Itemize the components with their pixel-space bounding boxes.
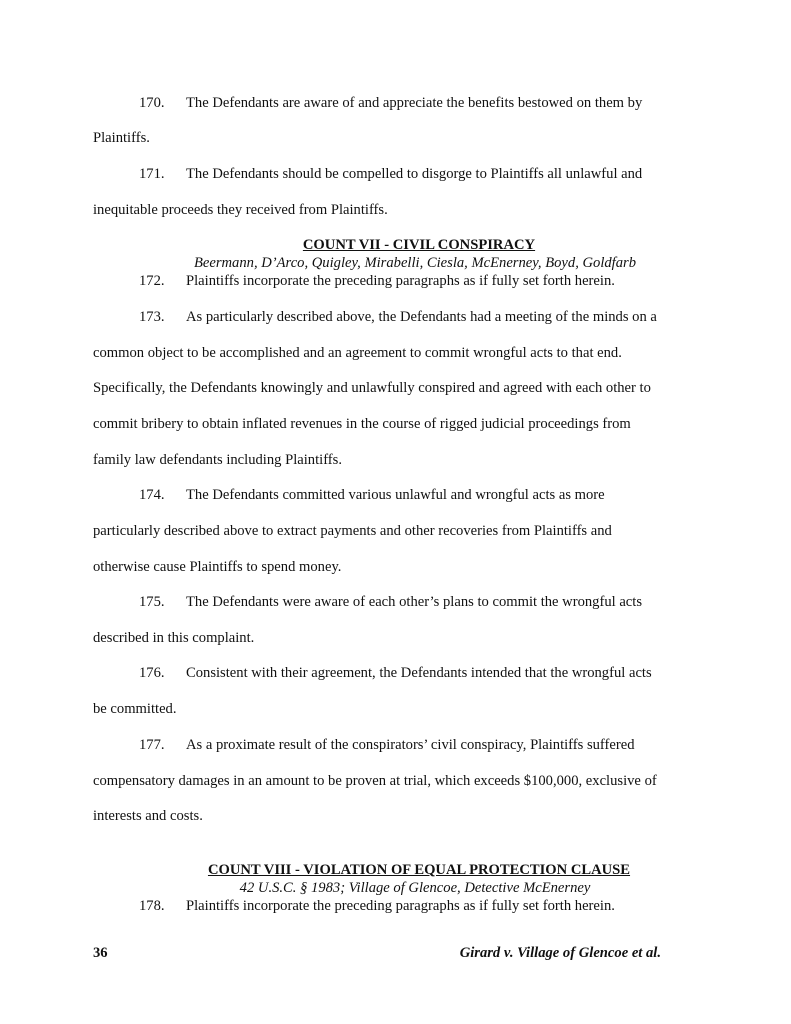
paragraph-170-line-1 [139,94,642,112]
paragraph-text: The Defendants committed various unlawful and wrongful acts as more [186,487,605,503]
paragraph-text: As particularly described above, the Defendants had a meeting of the minds on a [186,309,657,325]
paragraph-text: Consistent with their agreement, the Defendants intended that the wrongful acts [186,665,652,681]
paragraph-178-line-1 [139,897,615,915]
paragraph-text: The Defendants should be compelled to disgorge to Plaintiffs all unlawful and [186,166,643,182]
count-viii-parties: ; Village of Glencoe, Detective McEnerney [340,880,591,896]
count-vii-heading: COUNT VII - CIVIL CONSPIRACY [302,237,536,253]
paragraph-number: 174. [139,487,165,503]
paragraph-171-line-2: inequitable proceeds they received from Plaintiffs. [93,202,388,218]
paragraph-174-line-2: particularly described above to extract payments and other recoveries from Plaintiffs and [93,523,612,539]
paragraph-173-line-4: commit bribery to obtain inflated revenues in the course of rigged judicial proceedings from [93,416,631,432]
paragraph-173-line-3: Specifically, the Defendants knowingly and unlawfully conspired and agreed with each other to [93,380,651,396]
paragraph-text: Plaintiffs incorporate the preceding paragraphs as if fully set forth herein. [186,273,615,289]
paragraph-177-line-3: interests and costs. [93,808,203,824]
case-caption: Girard v. Village of Glencoe et al. [459,945,661,961]
paragraph-number: 172. [139,273,165,289]
paragraph-text: The Defendants were aware of each other’s plans to commit the wrongful acts [186,594,643,610]
paragraph-170-line-2: Plaintiffs. [93,130,150,146]
paragraph-174-line-1 [139,486,605,504]
paragraph-text: As a proximate result of the conspirators’ civil conspiracy, Plaintiffs suffered [186,737,635,753]
paragraph-175-line-2: described in this complaint. [93,630,255,646]
count-viii-subheading [0,879,791,897]
paragraph-number: 171. [139,166,165,182]
paragraph-number: 173. [139,309,165,325]
paragraph-176-line-1 [139,664,652,682]
paragraph-text: The Defendants are aware of and appreciate the benefits bestowed on them by [186,95,643,111]
paragraph-173-line-1 [139,308,657,326]
paragraph-number: 177. [139,737,165,753]
count-viii-heading: COUNT VIII - VIOLATION OF EQUAL PROTECTION CLAUSE [207,862,631,878]
paragraph-176-line-2: be committed. [93,701,177,717]
count-vii-parties: Beermann, D’Arco, Quigley, Mirabelli, Ciesla, McEnerney, Boyd, Goldfarb [193,255,637,271]
paragraph-177-line-2: compensatory damages in an amount to be proven at trial, which exceeds $100,000, exclusive of [93,773,657,789]
paragraph-171-line-1 [139,165,642,183]
paragraph-number: 170. [139,95,165,111]
page-number: 36 [93,945,108,961]
count-viii-statute: 42 U.S.C. § 1983 [239,880,341,896]
paragraph-177-line-1 [139,736,635,754]
paragraph-173-line-5: family law defendants including Plaintiffs. [93,452,342,468]
paragraph-174-line-3: otherwise cause Plaintiffs to spend money. [93,559,342,575]
paragraph-number: 176. [139,665,165,681]
paragraph-172-line-1 [139,272,615,290]
paragraph-text: Plaintiffs incorporate the preceding paragraphs as if fully set forth herein. [186,898,615,914]
paragraph-175-line-1 [139,593,642,611]
paragraph-173-line-2: common object to be accomplished and an agreement to commit wrongful acts to that end. [93,345,622,361]
paragraph-number: 178. [139,898,165,914]
paragraph-number: 175. [139,594,165,610]
